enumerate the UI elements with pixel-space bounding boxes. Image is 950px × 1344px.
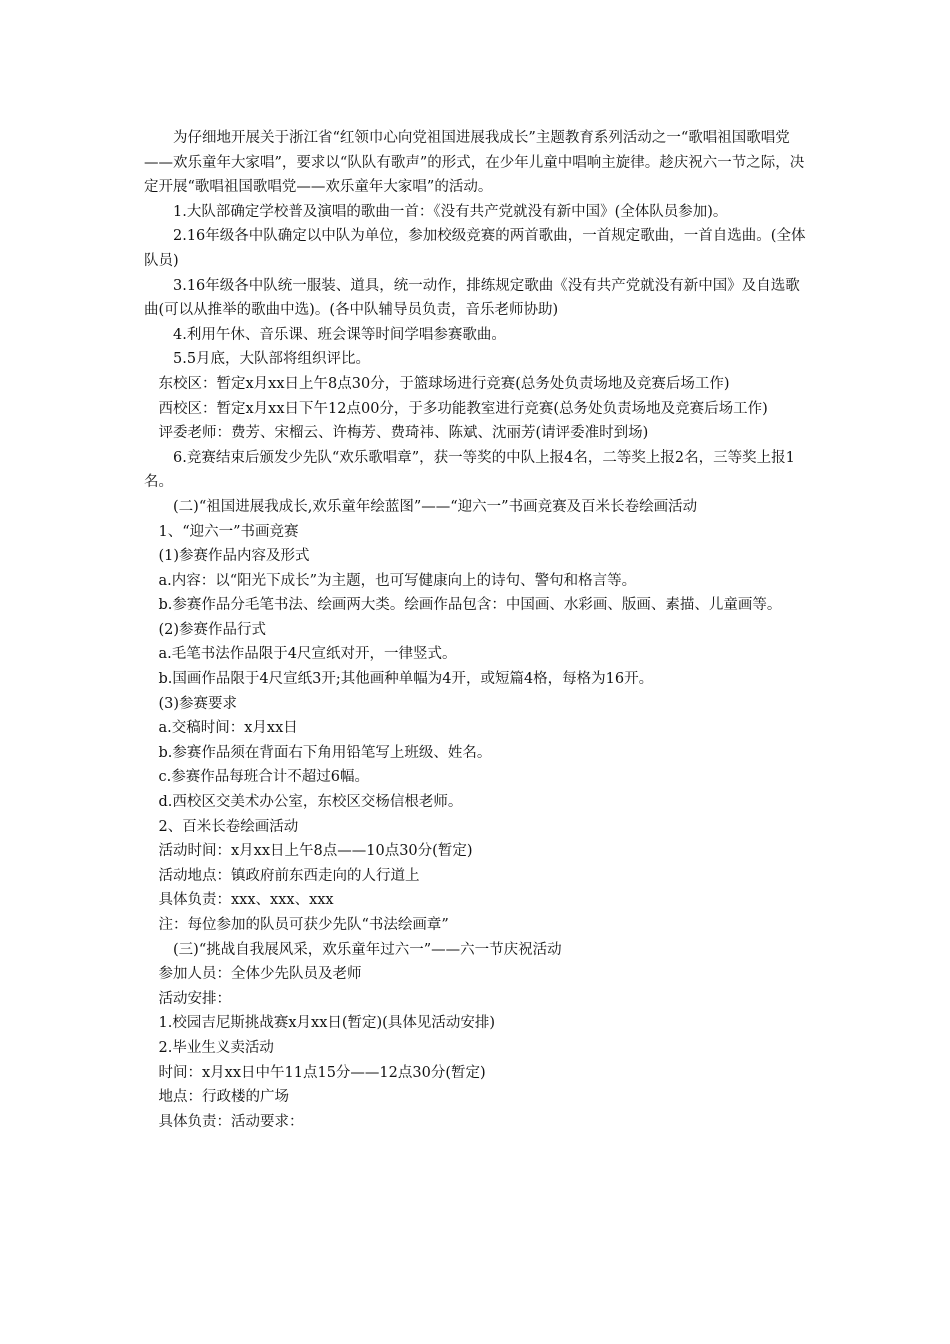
paragraph: 2、百米长卷绘画活动 (158, 818, 299, 835)
paragraph: b.参赛作品须在背面右下角用铅笔写上班级、姓名。 (158, 744, 492, 761)
paragraph: b.国画作品限于4尺宣纸3开;其他画种单幅为4开，或短篇4格，每格为16开。 (158, 671, 654, 688)
paragraph: a.交稿时间：x月xx日 (158, 720, 298, 737)
paragraph: 2.毕业生义卖活动 (158, 1039, 274, 1056)
paragraph: 注：每位参加的队员可获少先队“书法绘画章” (158, 917, 449, 933)
paragraph: 6.竞赛结束后颁发少先队“欢乐歌唱章”，获一等奖的中队上报4名，二等奖上报2名，三等奖上报1名。 (144, 449, 795, 491)
paragraph: 1.大队部确定学校普及演唱的歌曲一首：《没有共产党就没有新中国》(全体队员参加)。 (173, 203, 728, 220)
paragraph: 3.16年级各中队统一服装、道具，统一动作，排练规定歌曲《没有共产党就没有新中国》及自选歌曲(可以从推举的歌曲中选)。(各中队辅导员负责，音乐老师协助) (144, 277, 800, 319)
paragraph: c.参赛作品每班合计不超过6幅。 (158, 769, 369, 786)
paragraph: 活动时间：x月xx日上午8点——10点30分(暂定) (158, 843, 473, 860)
paragraph: (3)参赛要求 (158, 695, 238, 712)
paragraph: 活动安排： (158, 990, 231, 1007)
paragraph: 为仔细地开展关于浙江省“红领巾心向党祖国进展我成长”主题教育系列活动之一“歌唱祖国歌唱党——欢乐童年大家唱”，要求以“队队有歌声”的形式，在少年儿童中唱响主旋律。趁庆祝六一节之际，决定开展“歌唱祖国歌唱党——欢乐童年大家唱”的活动。 (144, 130, 805, 196)
paragraph: 1.校园吉尼斯挑战赛x月xx日(暂定)(具体见活动安排) (158, 1015, 495, 1032)
paragraph: 5.5月底，大队部将组织评比。 (173, 351, 371, 368)
paragraph: 具体负责：活动要求： (158, 1113, 304, 1130)
paragraph: 4.利用午休、音乐课、班会课等时间学唱参赛歌曲。 (173, 326, 506, 343)
paragraph: 评委老师：费芳、宋榴云、许梅芳、费琦祎、陈斌、沈丽芳(请评委准时到场) (158, 425, 649, 442)
paragraph: (三)“挑战自我展风采，欢乐童年过六一”——六一节庆祝活动 (173, 941, 562, 958)
paragraph: (二)“祖国进展我成长,欢乐童年绘蓝图”——“迎六一”书画竞赛及百米长卷绘画活动 (173, 498, 698, 515)
paragraph: 东校区：暂定x月xx日上午8点30分，于篮球场进行竞赛(总务处负责场地及竞赛后场工作) (158, 375, 730, 392)
paragraph: 1、“迎六一”书画竞赛 (158, 523, 299, 540)
paragraph: 具体负责：xxx、xxx、xxx (158, 892, 334, 909)
paragraph: (2)参赛作品行式 (158, 621, 267, 638)
paragraph: 2.16年级各中队确定以中队为单位，参加校级竞赛的两首歌曲，一首规定歌曲，一首自选曲。(全体队员) (144, 228, 806, 269)
document-body (144, 126, 808, 1134)
paragraph: (1)参赛作品内容及形式 (158, 548, 310, 565)
paragraph: 西校区：暂定x月xx日下午12点00分，于多功能教室进行竞赛(总务处负责场地及竞赛后场工作) (158, 400, 768, 417)
paragraph: 活动地点：镇政府前东西走向的人行道上 (158, 867, 420, 884)
paragraph: b.参赛作品分毛笔书法、绘画两大类。绘画作品包含：中国画、水彩画、版画、素描、儿童画等。 (158, 597, 782, 614)
paragraph: 时间：x月xx日中午11点15分——12点30分(暂定) (158, 1064, 486, 1081)
paragraph: a.内容：以“阳光下成长”为主题，也可写健康向上的诗句、警句和格言等。 (158, 572, 637, 589)
paragraph: a.毛笔书法作品限于4尺宣纸对开，一律竖式。 (158, 646, 457, 663)
paragraph: 参加人员：全体少先队员及老师 (158, 966, 362, 983)
paragraph: 地点：行政楼的广场 (158, 1089, 289, 1106)
paragraph: d.西校区交美术办公室，东校区交杨信根老师。 (158, 794, 463, 811)
